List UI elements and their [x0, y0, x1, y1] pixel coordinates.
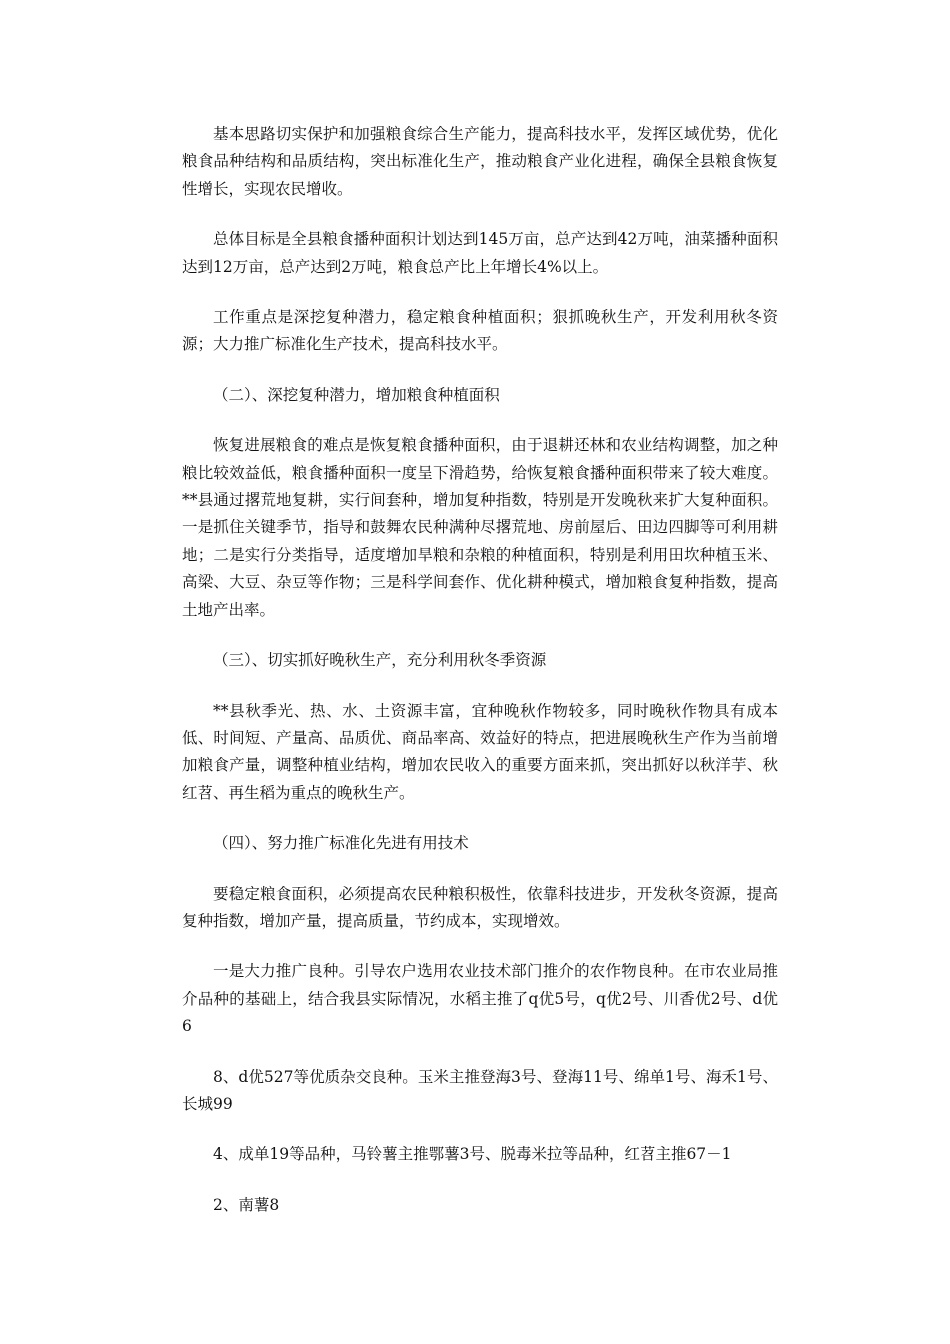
paragraph-varieties-continued-3: 2、南薯8 [213, 1195, 280, 1214]
paragraph-varieties-continued-2: 4、成单19等品种，马铃薯主推鄂薯3号、脱毒米拉等品种，红苕主推67－1 [213, 1145, 732, 1164]
paragraph-overall-goal: 总体目标是全县粮食播种面积计划达到145万亩，总产达到42万吨，油菜播种面积达到12万亩，总产达到2万吨，粮食总产比上年增长4%以上。 [182, 230, 778, 276]
section-heading-4: （四）、努力推广标准化先进有用技术 [213, 834, 469, 853]
paragraph-basic-approach: 基本思路切实保护和加强粮食综合生产能力，提高科技水平，发挥区域优势，优化粮食品种结构和品质结构，突出标准化生产，推动粮食产业化进程，确保全县粮食恢复性增长，实现农民增收。 [182, 125, 778, 198]
paragraph-stabilize-area: 要稳定粮食面积，必须提高农民种粮积极性，依靠科技进步，开发秋冬资源，提高复种指数，增加产量，提高质量，节约成本，实现增效。 [182, 884, 778, 930]
paragraph-work-focus: 工作重点是深挖复种潜力，稳定粮食种植面积；狠抓晚秋生产，开发利用秋冬资源；大力推广标准化生产技术，提高科技水平。 [182, 308, 778, 354]
section-heading-3: （三）、切实抓好晚秋生产，充分利用秋冬季资源 [213, 651, 547, 670]
paragraph-planting-area: 恢复进展粮食的难点是恢复粮食播种面积，由于退耕还林和农业结构调整，加之种粮比较效益低，粮食播种面积一度呈下滑趋势，给恢复粮食播种面积带来了较大难度。**县通过撂荒地复耕，实行间套种，增加复种指数，特别是开发晚秋来扩大复种面积。一是抓住关键季节，指导和鼓舞农民种满种尽撂荒地、房前屋后、田边四脚等可利用耕地；二是实行分类指导，适度增加旱粮和杂粮的种植面积，特别是利用田坎种植玉米、高梁、大豆、杂豆等作物；三是科学间套作、优化耕种模式，增加粮食复种指数，提高土地产出率。 [182, 436, 778, 619]
paragraph-seed-varieties: 一是大力推广良种。引导农户选用农业技术部门推介的农作物良种。在市农业局推介品种的基础上，结合我县实际情况，水稻主推了q优5号，q优2号、川香优2号、d优6 [182, 962, 778, 1036]
paragraph-late-autumn: **县秋季光、热、水、土资源丰富，宜种晚秋作物较多，同时晚秋作物具有成本低、时间短、产量高、品质优、商品率高、效益好的特点，把进展晚秋生产作为当前增加粮食产量，调整种植业结构，增加农民收入的重要方面来抓，突出抓好以秋洋芋、秋红苕、再生稻为重点的晚秋生产。 [182, 701, 778, 802]
document-body [182, 121, 778, 1242]
section-heading-2: （二）、深挖复种潜力，增加粮食种植面积 [213, 385, 500, 404]
paragraph-varieties-continued-1: 8、d优527等优质杂交良种。玉米主推登海3号、登海11号、绵单1号、海禾1号、长城99 [182, 1067, 778, 1113]
